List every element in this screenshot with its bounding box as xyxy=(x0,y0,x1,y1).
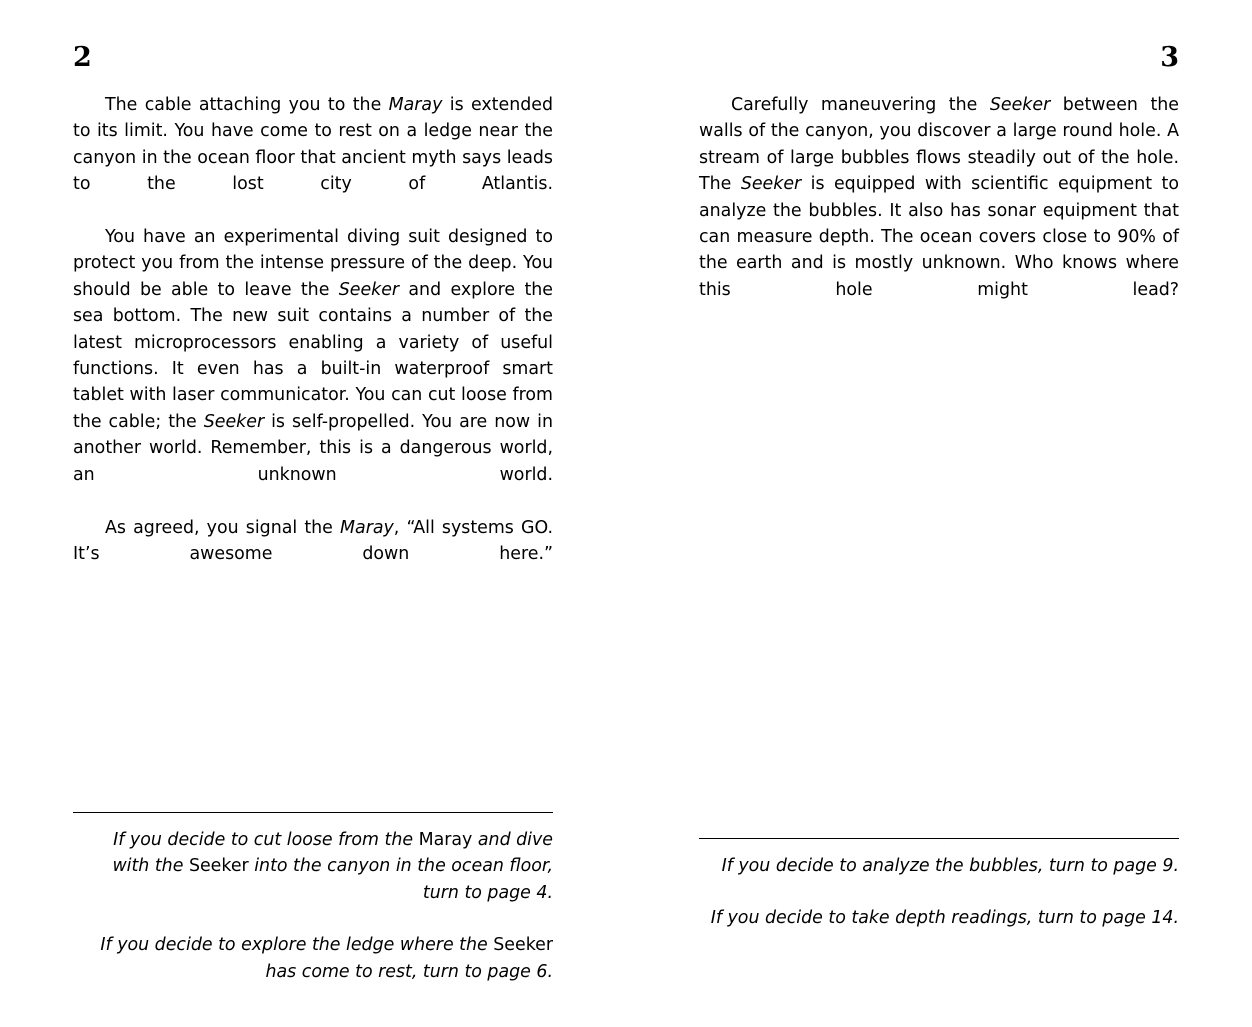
paragraph: You have an experimental diving suit designed to protect you from the intense pressure of the deep. You should be able to leave the Seeker and explore the sea bottom. The new suit contains a number of the latest microprocessors enabling a variety of useful functions. It even has a built-in waterproof smart tablet with laser communicator. You can cut loose from the cable; the Seeker is self-propelled. You are now in another world. Remember, this is a dangerous world, an unknown world. xyxy=(73,227,553,485)
paragraph: The cable attaching you to the Maray is extended to its limit. You have come to rest on a ledge near the canyon in the ocean floor that ancient myth says leads to the lost city of Atlantis. xyxy=(73,95,553,195)
choice-link[interactable]: If you decide to explore the ledge where the Seeker has come to rest, turn to page 6. xyxy=(100,935,553,982)
choices-divider xyxy=(73,812,553,813)
page-right xyxy=(699,0,1179,1027)
page-left-body xyxy=(73,92,553,594)
page-left xyxy=(73,0,553,1027)
page-right-choices xyxy=(699,838,1179,932)
paragraph: As agreed, you signal the Maray, “All systems GO. It’s awesome down here.” xyxy=(73,517,553,564)
page-number-right: 3 xyxy=(1160,42,1179,73)
page-right-body xyxy=(699,92,1179,330)
choice-link[interactable]: If you decide to take depth readings, turn to page 14. xyxy=(710,908,1179,929)
choice-link[interactable]: If you decide to cut loose from the Maray and dive with the Seeker into the canyon in the ocean floor, turn to page 4. xyxy=(112,830,553,903)
page-left-choices xyxy=(73,812,553,985)
paragraph: Carefully maneuvering the Seeker between the walls of the canyon, you discover a large round hole. A stream of large bubbles flows steadily out of the hole. The Seeker is equipped with scientific equipment to analyze the bubbles. It also has sonar equipment that can measure depth. The ocean covers close to 90% of the earth and is mostly unknown. Who knows where this hole might lead? xyxy=(699,95,1180,300)
choices-divider xyxy=(699,838,1179,839)
choice-link[interactable]: If you decide to analyze the bubbles, turn to page 9. xyxy=(721,856,1179,876)
page-number-left: 2 xyxy=(73,42,92,73)
